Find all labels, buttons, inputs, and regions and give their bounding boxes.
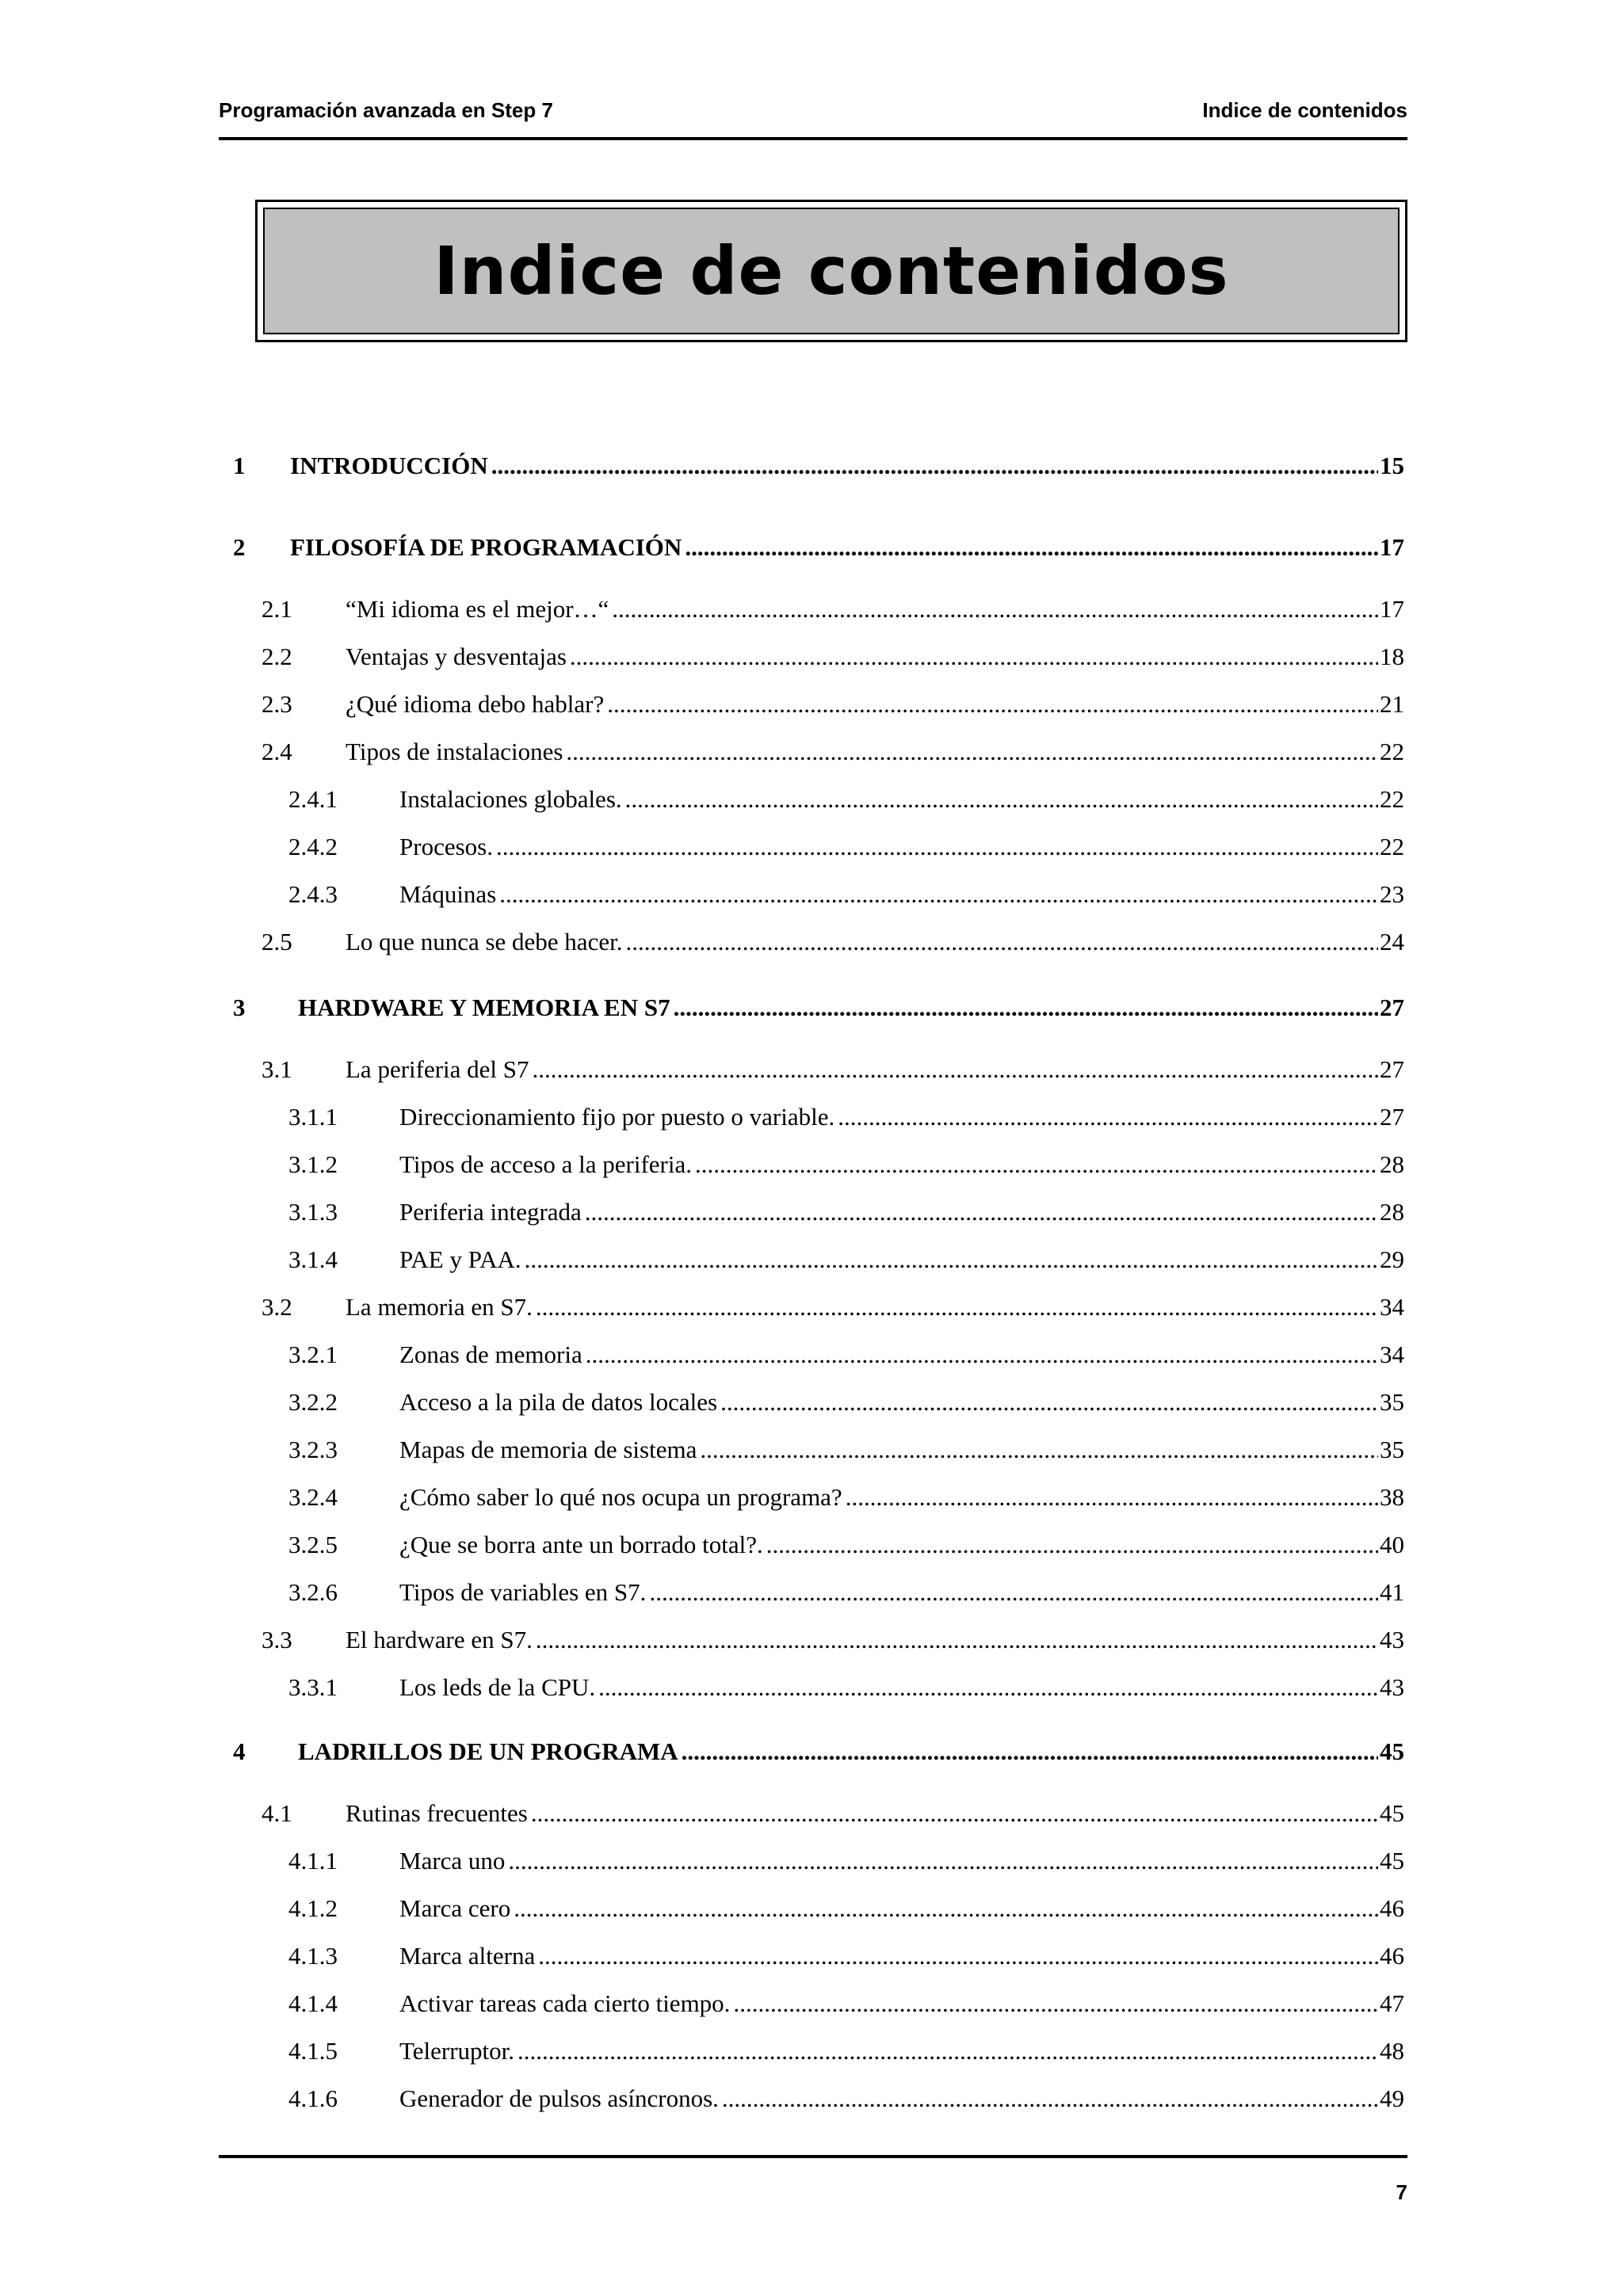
toc-dot-leader — [536, 1293, 1378, 1322]
toc-dot-leader — [720, 1388, 1378, 1417]
page-number: 7 — [1396, 2180, 1407, 2204]
header-section-title: Indice de contenidos — [1202, 98, 1407, 122]
toc-dot-leader — [499, 880, 1378, 909]
toc-entry-label: “Mi idioma es el mejor…“ — [346, 595, 609, 623]
toc-entry-number: 2.1 — [262, 595, 292, 623]
toc-entry-label: El hardware en S7. — [346, 1626, 533, 1653]
footer-rule — [219, 2155, 1407, 2158]
toc-entry-label: La memoria en S7. — [346, 1293, 533, 1321]
toc-dot-leader — [517, 2037, 1378, 2065]
toc-dot-leader — [625, 928, 1378, 956]
toc-dot-leader — [514, 1894, 1378, 1923]
toc-entry-number: 4.1.2 — [288, 1894, 338, 1922]
toc-dot-leader — [766, 1531, 1378, 1559]
toc-entry-page: 27 — [1380, 994, 1404, 1021]
toc-entry[interactable] — [262, 595, 1404, 624]
toc-entry[interactable] — [262, 1293, 1404, 1322]
toc-entry-label: HARDWARE Y MEMORIA EN S7 — [298, 994, 670, 1021]
toc-entry-page: 22 — [1380, 738, 1404, 765]
toc-entry-number: 4.1.4 — [288, 1989, 338, 2017]
toc-entry-label: Procesos. — [399, 833, 493, 860]
toc-entry[interactable] — [288, 1198, 1404, 1226]
toc-dot-leader — [685, 533, 1378, 562]
toc-entry-label: Periferia integrada — [399, 1198, 582, 1226]
toc-entry[interactable] — [233, 452, 1404, 480]
toc-entry-page: 23 — [1380, 880, 1404, 908]
toc-entry[interactable] — [288, 1989, 1404, 2018]
toc-entry-number: 2.3 — [262, 690, 292, 718]
toc-entry-page: 21 — [1380, 690, 1404, 718]
toc-entry-page: 15 — [1380, 452, 1404, 479]
toc-entry-number: 3.3 — [262, 1626, 292, 1653]
toc-entry-page: 45 — [1380, 1799, 1404, 1827]
header-book-title: Programación avanzada en Step 7 — [219, 98, 553, 122]
toc-entry-label: Direccionamiento fijo por puesto o variable. — [399, 1103, 835, 1131]
toc-dot-leader — [733, 1989, 1378, 2018]
toc-entry-label: ¿Qué idioma debo hablar? — [346, 690, 605, 718]
toc-entry-label: Generador de pulsos asíncronos. — [399, 2084, 719, 2112]
toc-entry-label: Rutinas frecuentes — [346, 1799, 528, 1827]
toc-entry-page: 45 — [1380, 1737, 1404, 1765]
toc-entry-number: 2.4 — [262, 738, 292, 765]
toc-entry[interactable] — [288, 1673, 1404, 1702]
toc-entry[interactable] — [288, 2084, 1404, 2113]
toc-entry[interactable] — [233, 994, 1404, 1022]
toc-entry[interactable] — [288, 880, 1404, 909]
toc-entry-label: Marca cero — [399, 1894, 511, 1922]
toc-entry-number: 2.5 — [262, 928, 292, 955]
toc-dot-leader — [536, 1626, 1378, 1654]
toc-entry-number: 3.2.2 — [288, 1388, 338, 1416]
toc-dot-leader — [533, 1055, 1378, 1084]
toc-entry-label: Acceso a la pila de datos locales — [399, 1388, 718, 1416]
toc-entry-label: Lo que nunca se debe hacer. — [346, 928, 623, 955]
toc-entry-page: 34 — [1380, 1341, 1404, 1368]
toc-entry-label: INTRODUCCIÓN — [290, 452, 488, 479]
toc-dot-leader — [538, 1942, 1378, 1970]
toc-entry-label: Ventajas y desventajas — [346, 643, 567, 670]
toc-entry-label: Máquinas — [399, 880, 497, 908]
toc-entry-number: 4.1.6 — [288, 2084, 338, 2112]
toc-dot-leader — [598, 1673, 1378, 1702]
toc-entry[interactable] — [233, 1737, 1404, 1766]
toc-entry-number: 2.4.2 — [288, 833, 338, 860]
toc-entry[interactable] — [288, 1894, 1404, 1923]
toc-dot-leader — [531, 1799, 1378, 1828]
toc-dot-leader — [674, 994, 1378, 1022]
toc-entry-number: 4.1.5 — [288, 2037, 338, 2065]
toc-entry-number: 2 — [233, 533, 246, 561]
toc-entry-page: 49 — [1380, 2084, 1404, 2112]
toc-entry[interactable] — [262, 690, 1404, 719]
toc-dot-leader — [846, 1483, 1378, 1512]
toc-dot-leader — [585, 1198, 1378, 1226]
toc-entry[interactable] — [288, 1847, 1404, 1875]
toc-entry-page: 46 — [1380, 1894, 1404, 1922]
toc-entry-number: 3.2.3 — [288, 1436, 338, 1463]
toc-dot-leader — [525, 1245, 1378, 1274]
toc-entry-number: 3.1.3 — [288, 1198, 338, 1226]
toc-entry-page: 43 — [1380, 1673, 1404, 1701]
toc-dot-leader — [496, 833, 1378, 861]
toc-entry[interactable] — [233, 533, 1404, 562]
toc-entry[interactable] — [288, 1436, 1404, 1464]
toc-entry-label: Marca alterna — [399, 1942, 536, 1970]
toc-entry-number: 4.1.3 — [288, 1942, 338, 1970]
page-title: Indice de contenidos — [433, 232, 1229, 310]
toc-entry-number: 3.1 — [262, 1055, 292, 1083]
toc-entry-number: 3.2.5 — [288, 1531, 338, 1558]
toc-entry-label: ¿Que se borra ante un borrado total?. — [399, 1531, 763, 1558]
toc-entry-page: 40 — [1380, 1531, 1404, 1558]
toc-entry-number: 2.4.3 — [288, 880, 338, 908]
toc-entry[interactable] — [288, 1531, 1404, 1559]
toc-entry-number: 2.4.1 — [288, 785, 338, 813]
toc-entry[interactable] — [288, 1103, 1404, 1131]
toc-entry-label: FILOSOFÍA DE PROGRAMACIÓN — [290, 533, 682, 561]
toc-dot-leader — [612, 595, 1378, 624]
toc-entry-page: 41 — [1380, 1578, 1404, 1606]
toc-entry-label: Activar tareas cada cierto tiempo. — [399, 1989, 731, 2017]
toc-entry-page: 48 — [1380, 2037, 1404, 2065]
toc-dot-leader — [695, 1150, 1378, 1179]
toc-entry-number: 3.2.6 — [288, 1578, 338, 1606]
toc-entry-label: Tipos de instalaciones — [346, 738, 563, 765]
toc-entry-number: 3.2 — [262, 1293, 292, 1321]
toc-dot-leader — [570, 643, 1378, 671]
toc-entry[interactable] — [288, 1483, 1404, 1512]
toc-dot-leader — [586, 1341, 1378, 1369]
toc-entry-page: 17 — [1380, 595, 1404, 623]
toc-entry-number: 4.1.1 — [288, 1847, 338, 1875]
toc-dot-leader — [508, 1847, 1378, 1875]
toc-entry-label: Telerruptor. — [399, 2037, 515, 2065]
toc-entry-number: 3.2.1 — [288, 1341, 338, 1368]
toc-entry[interactable] — [288, 785, 1404, 814]
toc-entry[interactable] — [262, 1799, 1404, 1828]
toc-entry-page: 22 — [1380, 785, 1404, 813]
toc-entry-number: 3 — [233, 994, 246, 1021]
toc-dot-leader — [625, 785, 1378, 814]
toc-entry-label: Tipos de variables en S7. — [399, 1578, 647, 1606]
toc-entry-number: 4 — [233, 1737, 246, 1765]
toc-entry[interactable] — [262, 738, 1404, 766]
toc-entry-label: PAE y PAA. — [399, 1245, 521, 1273]
toc-dot-leader — [491, 452, 1378, 480]
toc-entry[interactable] — [262, 928, 1404, 956]
toc-entry-label: Marca uno — [399, 1847, 506, 1875]
toc-entry-page: 17 — [1380, 533, 1404, 561]
toc-entry-page: 47 — [1380, 1989, 1404, 2017]
toc-entry-page: 24 — [1380, 928, 1404, 955]
toc-entry[interactable] — [288, 1388, 1404, 1417]
toc-entry-page: 22 — [1380, 833, 1404, 860]
toc-entry[interactable] — [262, 1055, 1404, 1084]
toc-entry-page: 28 — [1380, 1198, 1404, 1226]
toc-entry-page: 35 — [1380, 1388, 1404, 1416]
toc-entry-number: 3.1.2 — [288, 1150, 338, 1178]
toc-entry-page: 29 — [1380, 1245, 1404, 1273]
toc-entry-page: 27 — [1380, 1103, 1404, 1131]
toc-entry[interactable] — [288, 1150, 1404, 1179]
toc-entry[interactable] — [288, 2037, 1404, 2065]
toc-entry-number: 1 — [233, 452, 246, 479]
toc-entry-number: 3.1.4 — [288, 1245, 338, 1273]
toc-entry-label: La periferia del S7 — [346, 1055, 529, 1083]
toc-entry-label: Tipos de acceso a la periferia. — [399, 1150, 692, 1178]
toc-entry-page: 34 — [1380, 1293, 1404, 1321]
toc-entry[interactable] — [288, 1341, 1404, 1369]
toc-entry-page: 38 — [1380, 1483, 1404, 1511]
toc-entry-page: 18 — [1380, 643, 1404, 670]
toc-dot-leader — [682, 1737, 1378, 1766]
toc-entry-number: 3.1.1 — [288, 1103, 338, 1131]
toc-entry-label: Zonas de memoria — [399, 1341, 582, 1368]
toc-entry[interactable] — [262, 643, 1404, 671]
toc-dot-leader — [649, 1578, 1378, 1607]
toc-entry[interactable] — [288, 1245, 1404, 1274]
toc-dot-leader — [566, 738, 1378, 766]
toc-entry-page: 45 — [1380, 1847, 1404, 1875]
toc-entry-label: Mapas de memoria de sistema — [399, 1436, 697, 1463]
toc-entry[interactable] — [262, 1626, 1404, 1654]
toc-dot-leader — [607, 690, 1378, 719]
toc-entry[interactable] — [288, 1578, 1404, 1607]
toc-entry-page: 46 — [1380, 1942, 1404, 1970]
toc-entry-number: 3.3.1 — [288, 1673, 338, 1701]
toc-dot-leader — [700, 1436, 1378, 1464]
toc-dot-leader — [838, 1103, 1378, 1131]
toc-entry[interactable] — [288, 1942, 1404, 1970]
toc-dot-leader — [722, 2084, 1378, 2113]
toc-entry-label: Los leds de la CPU. — [399, 1673, 596, 1701]
toc-entry-number: 2.2 — [262, 643, 292, 670]
toc-entry-label: LADRILLOS DE UN PROGRAMA — [298, 1737, 678, 1765]
toc-entry-page: 27 — [1380, 1055, 1404, 1083]
toc-entry-number: 3.2.4 — [288, 1483, 338, 1511]
toc-entry-label: Instalaciones globales. — [399, 785, 622, 813]
toc-entry-page: 28 — [1380, 1150, 1404, 1178]
toc-entry-number: 4.1 — [262, 1799, 292, 1827]
toc-entry-page: 35 — [1380, 1436, 1404, 1463]
toc-entry-page: 43 — [1380, 1626, 1404, 1653]
toc-entry[interactable] — [288, 833, 1404, 861]
toc-entry-label: ¿Cómo saber lo qué nos ocupa un programa? — [399, 1483, 842, 1511]
